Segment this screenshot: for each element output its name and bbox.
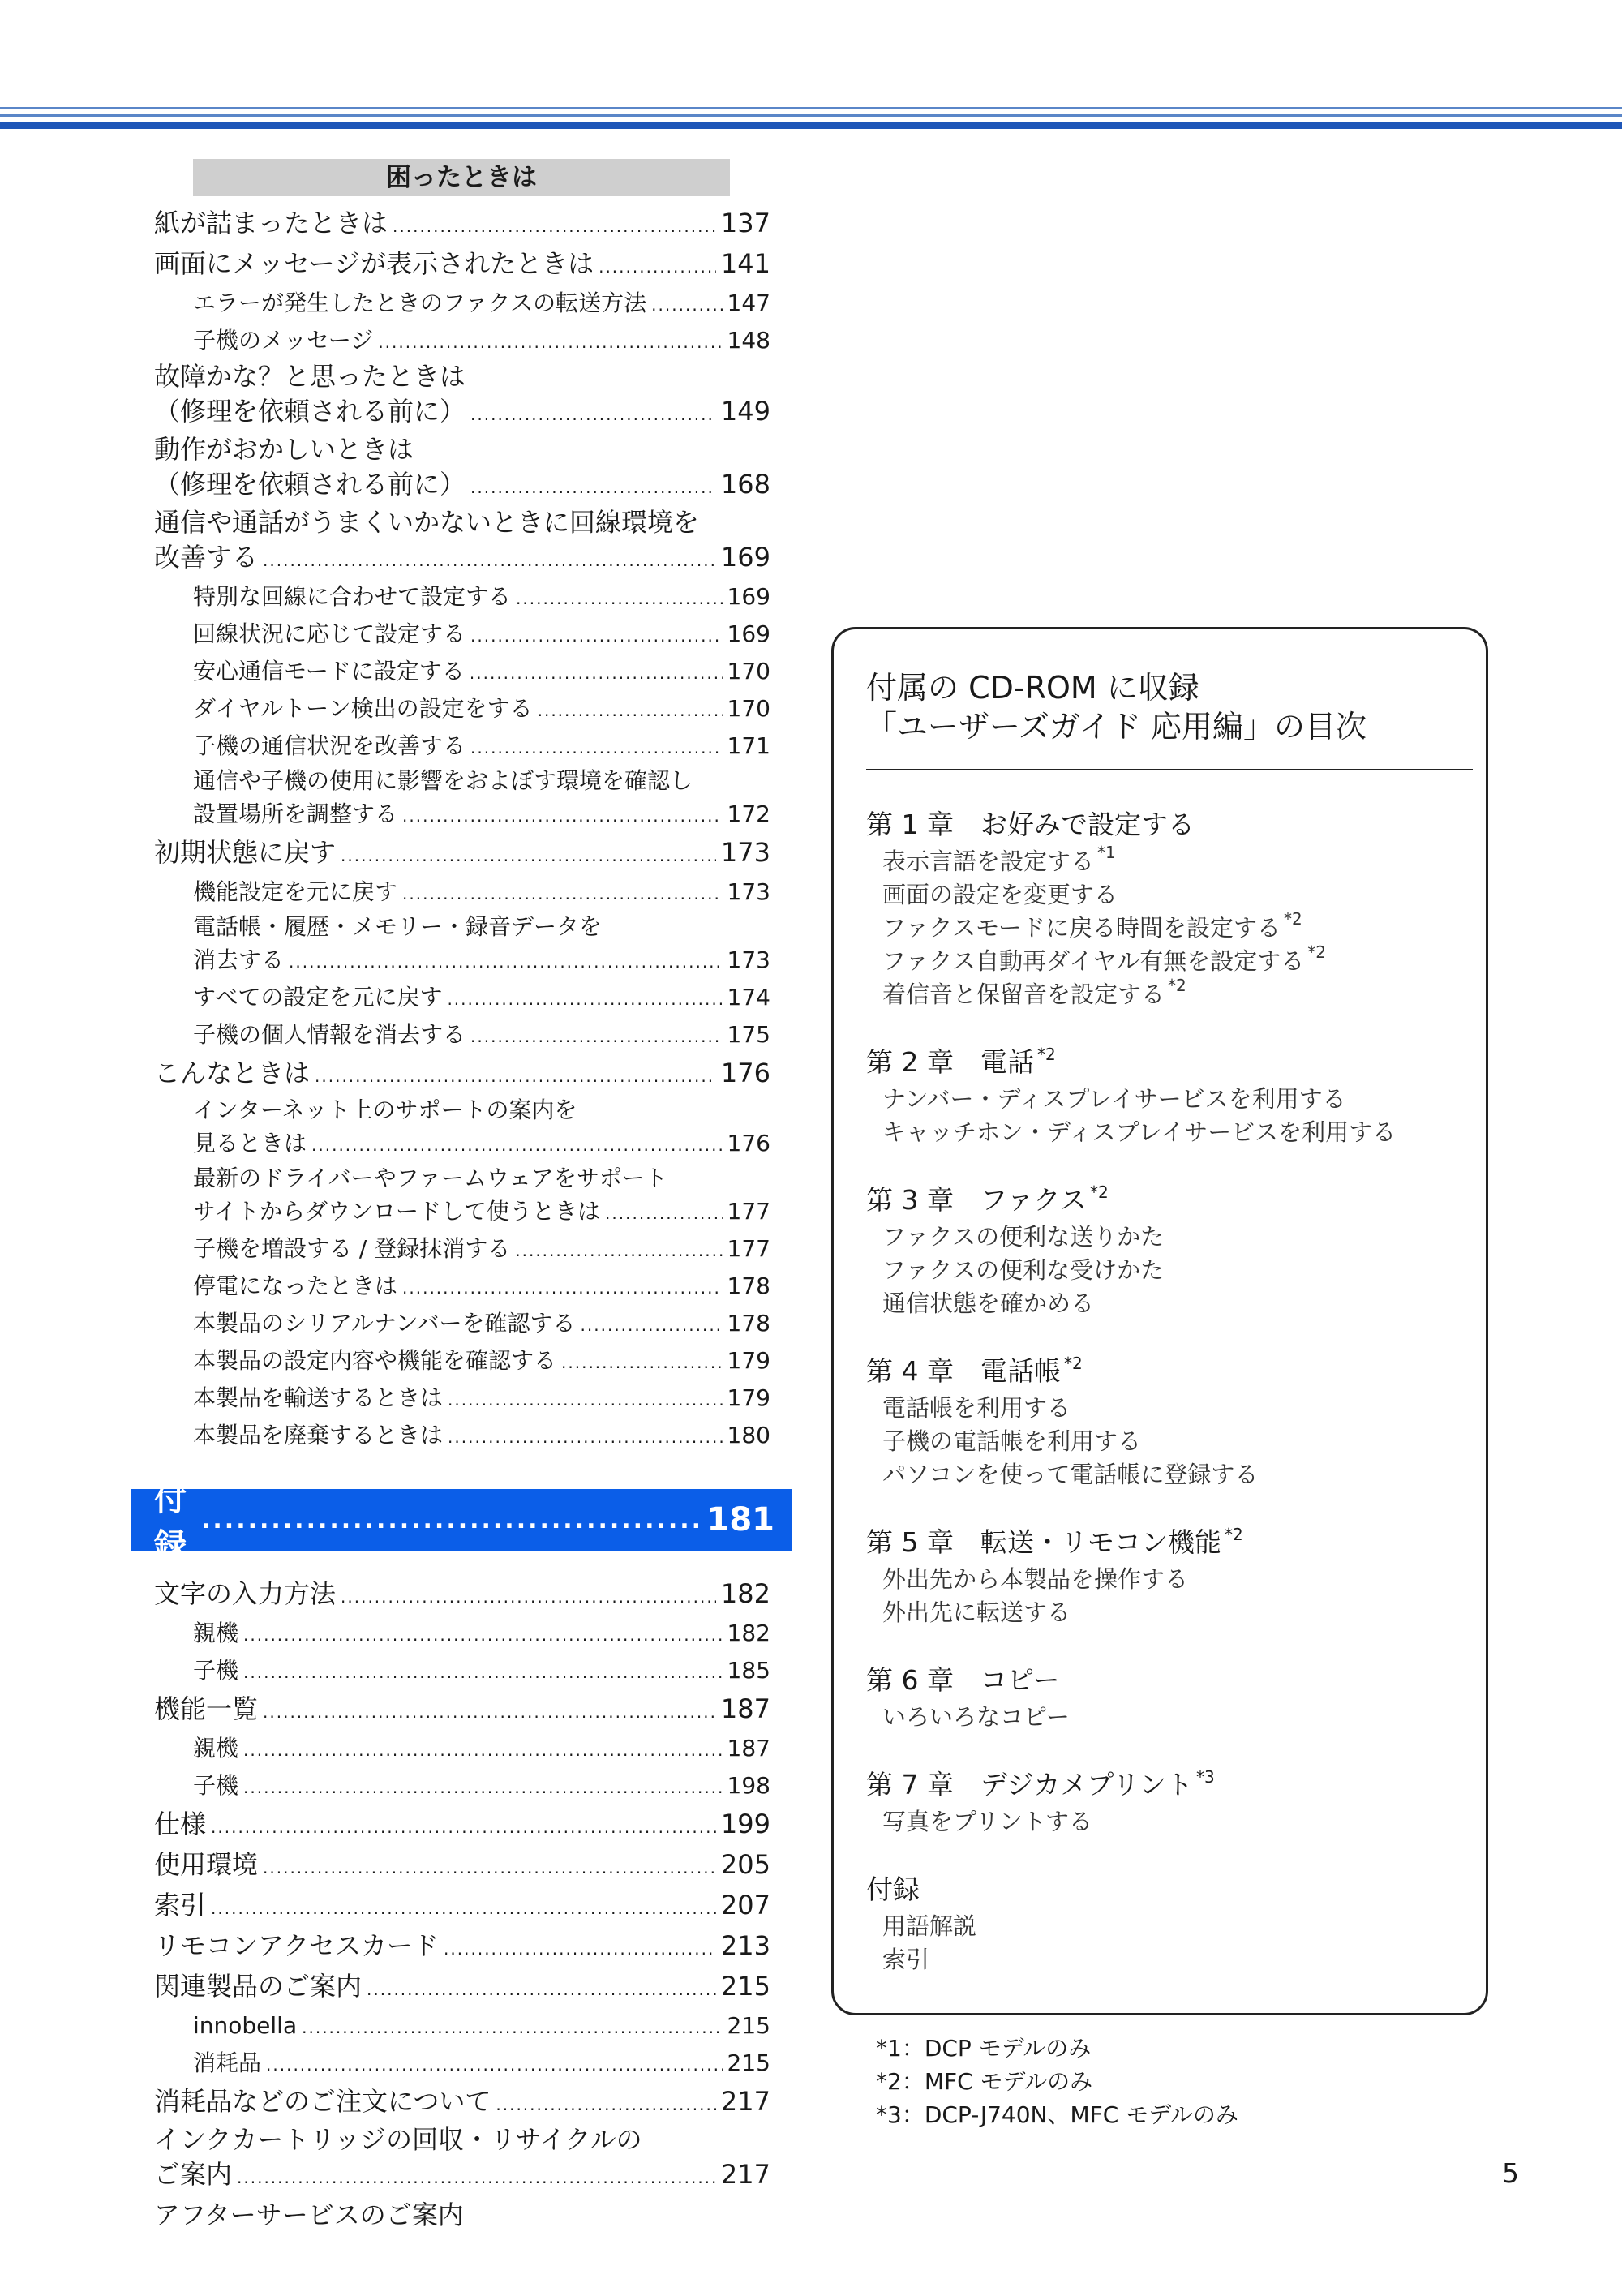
toc-entry-title: エラーが発生したときのファクスの転送方法 [193, 290, 647, 316]
toc-entry-page: 215 [720, 1971, 770, 2002]
chapter-item-text: キャッチホン・ディスプレイサービスを利用する [882, 1118, 1397, 1146]
toc-entry-page: 176 [727, 1130, 770, 1157]
toc-entry-lead: インクカートリッジの回収・リサイクルの [154, 2124, 642, 2155]
toc-entry-title: 本製品の設定内容や機能を確認する [193, 1347, 557, 1374]
chapter-item-text: いろいろなコピー [882, 1703, 1070, 1731]
chapter-heading[interactable] [866, 1042, 1474, 1083]
chapter-item[interactable] [866, 1943, 1474, 1976]
chapter-item-text: 通信状態を確かめる [882, 1290, 1095, 1317]
toc-entry-page: 207 [720, 1890, 770, 1920]
toc-entry-lead: 最新のドライバーやファームウェアをサポート [193, 1165, 667, 1191]
toc-entry-page: 176 [720, 1058, 770, 1088]
toc-entry[interactable] [154, 796, 770, 834]
chapter-item-text: 用語解説 [882, 1912, 977, 1940]
footnote-marker: *2 [1063, 1354, 1083, 1373]
toc-entry[interactable] [154, 466, 770, 506]
footnote-marker: *3 [1196, 1767, 1215, 1787]
chapter-item[interactable] [866, 1425, 1474, 1458]
toc-entry[interactable] [154, 728, 770, 766]
chapter-item[interactable] [866, 942, 1474, 978]
toc-entry-title: リモコンアクセスカード [154, 1930, 440, 1961]
chapter-item[interactable] [866, 1221, 1474, 1254]
toc-entry-lead: 動作がおかしいときは [154, 434, 414, 465]
leader-dots [341, 1578, 716, 1616]
toc-entry[interactable] [154, 204, 770, 245]
section-header-troubleshooting: 困ったときは [193, 159, 730, 196]
chapter-item-text: 外出先に転送する [882, 1599, 1071, 1626]
chapter-item[interactable] [866, 1116, 1474, 1149]
cd-rom-contents-box [831, 627, 1488, 2015]
toc-entry[interactable] [154, 834, 770, 874]
leader-dots [237, 2159, 716, 2196]
toc-entry[interactable] [154, 980, 770, 1017]
leader-dots [561, 1345, 723, 1380]
toc-entry-title: （修理を依頼される前に） [154, 469, 466, 500]
toc-entry-page: 175 [727, 1021, 770, 1048]
footnote-marker: *2 [1283, 909, 1302, 929]
chapter-item[interactable] [866, 1254, 1474, 1287]
toc-entry-title: 機能一覧 [154, 1693, 259, 1724]
leader-dots [470, 469, 716, 506]
toc-entry-title: 紙が詰まったときは [154, 208, 388, 238]
toc-entry-title: 子機 [193, 1772, 239, 1799]
chapter-item-text: 外出先から本製品を操作する [882, 1565, 1189, 1593]
header-rule-thin-1 [0, 107, 1622, 109]
toc-entry-title: 索引 [154, 1890, 207, 1920]
toc-entry-title: 改善する [154, 542, 259, 573]
toc-entry-page: 185 [727, 1657, 770, 1684]
chapter-item-text: 子機の電話帳を利用する [882, 1427, 1142, 1455]
toc-entry[interactable] [154, 691, 770, 728]
chapter-block [866, 805, 1474, 1011]
toc-entry-page: 179 [727, 1384, 770, 1411]
toc-entry[interactable] [154, 1653, 770, 1690]
toc-entry-page: 141 [720, 248, 770, 279]
leader-dots [538, 693, 723, 728]
toc-entry-title: 子機を増設する / 登録抹消する [193, 1235, 511, 1262]
header-rule-thick [0, 122, 1622, 129]
chapter-item[interactable] [866, 1805, 1474, 1839]
toc-entry-page: 215 [727, 2012, 770, 2039]
toc-entry-title: 初期状態に戻す [154, 837, 337, 868]
chapter-heading-text: 第 7 章 デジカメプリント [866, 1769, 1193, 1800]
appendix-title: 付 録 [154, 1481, 196, 1564]
toc-appendix-list [154, 1575, 770, 2234]
toc-entry-lead: 電話帳・履歴・メモリー・録音データを [193, 913, 603, 940]
toc-entry[interactable] [154, 245, 770, 285]
toc-entry[interactable] [154, 579, 770, 616]
toc-entry-title: 子機のメッセージ [193, 327, 374, 354]
toc-entry-page: 180 [727, 1422, 770, 1448]
toc-entry-page: 173 [727, 878, 770, 905]
toc-entry[interactable] [154, 1268, 770, 1306]
chapter-item-text: 写真をプリントする [882, 1808, 1092, 1835]
toc-entry-lead: 故障かな？と思ったときは [154, 361, 466, 392]
leader-dots [393, 208, 716, 245]
cd-box-divider [866, 769, 1473, 770]
leader-dots [341, 837, 716, 874]
chapter-heading[interactable] [866, 1765, 1474, 1805]
leader-dots [211, 1809, 716, 1846]
toc-entry-title: 特別な回線に合わせて設定する [193, 583, 512, 610]
toc-entry[interactable] [154, 1927, 770, 1968]
leader-dots [315, 1058, 716, 1095]
chapter-item-text: 表示言語を設定する [882, 848, 1095, 875]
toc-entry-title: 本製品のシリアルナンバーを確認する [193, 1310, 576, 1337]
toc-entry-page: 198 [727, 1772, 770, 1799]
toc-entry[interactable] [154, 323, 770, 360]
leader-dots [378, 325, 722, 360]
chapter-item-text: 電話帳を利用する [882, 1394, 1071, 1422]
chapter-item-text: ファクス自動再ダイヤル有無を設定する [882, 947, 1305, 975]
leader-dots [444, 1930, 716, 1968]
footnote: *3：DCP-J740N、MFC モデルのみ [876, 2101, 1238, 2128]
page-number: 5 [1502, 2157, 1519, 2189]
chapter-heading[interactable] [866, 1180, 1474, 1221]
toc-entry-title: 消耗品などのご注文について [154, 2086, 491, 2117]
toc-entry-title: 安心通信モードに設定する [193, 658, 465, 685]
toc-entry[interactable] [154, 1968, 770, 2008]
leader-dots [447, 982, 722, 1017]
chapter-heading[interactable] [866, 805, 1474, 845]
toc-entry-page: 182 [720, 1578, 770, 1609]
toc-entry-page: 205 [720, 1849, 770, 1880]
chapter-item-text: ナンバー・ディスプレイサービスを利用する [882, 1085, 1346, 1113]
toc-entry[interactable] [154, 1380, 770, 1418]
toc-entry[interactable] [154, 1690, 770, 1731]
footnote-marker: *2 [1168, 976, 1186, 995]
leader-dots [302, 2011, 722, 2045]
toc-entry-title: 関連製品のご案内 [154, 1971, 363, 2002]
footnote: *2：MFC モデルのみ [876, 2068, 1093, 2095]
toc-entry-title: すべての設定を元に戻す [193, 984, 443, 1011]
footnote: *1：DCP モデルのみ [876, 2035, 1092, 2062]
chapter-item-text: パソコンを使って電話帳に登録する [882, 1461, 1259, 1488]
toc-entry-title: 親機 [193, 1620, 239, 1646]
toc-entry-page: 169 [720, 542, 770, 573]
toc-entry-page: 172 [727, 800, 770, 827]
leader-dots [201, 1506, 702, 1534]
toc-entry-title: こんなときは [154, 1058, 311, 1088]
chapter-item[interactable] [866, 845, 1474, 878]
toc-entry-lead: 通信や通話がうまくいかないときに回線環境を [154, 507, 700, 538]
toc-entry-page: 199 [720, 1809, 770, 1839]
toc-entry[interactable] [154, 1343, 770, 1380]
toc-entry-page: 217 [720, 2086, 770, 2117]
toc-entry-page: 169 [727, 583, 770, 610]
footnote-marker: *1 [1097, 843, 1116, 862]
chapter-heading-text: 付録 [866, 1873, 920, 1905]
toc-entry-page: 187 [720, 1693, 770, 1724]
chapter-item[interactable] [866, 1083, 1474, 1116]
chapter-item-text: ファクスの便利な送りかた [882, 1223, 1165, 1251]
toc-entry-title: 使用環境 [154, 1849, 259, 1880]
toc-entry[interactable] [154, 1126, 770, 1163]
leader-dots [243, 1770, 723, 1805]
toc-entry-title: 設置場所を調整する [193, 800, 398, 827]
toc-entry[interactable] [154, 285, 770, 323]
toc-entry[interactable] [154, 1194, 770, 1231]
toc-entry-page: 215 [727, 2049, 770, 2076]
toc-entry-page: 171 [727, 732, 770, 759]
toc-entry-title: アフターサービスのご案内 [154, 2199, 464, 2230]
toc-entry-title: 停電になったときは [193, 1272, 398, 1299]
leader-dots [243, 1655, 723, 1690]
footnote-marker: *2 [1090, 1182, 1109, 1202]
leader-dots [266, 2048, 723, 2083]
chapter-block [866, 1522, 1474, 1629]
leader-dots [470, 619, 723, 654]
toc-entry-page: 217 [720, 2159, 770, 2190]
toc-entry-page: 170 [727, 695, 770, 722]
leader-dots [289, 945, 723, 980]
leader-dots [496, 2086, 716, 2123]
toc-entry-title: innobella [193, 2012, 298, 2039]
toc-entry-page: 148 [727, 327, 770, 354]
header-rule-thin-2 [0, 114, 1622, 117]
leader-dots [402, 877, 723, 912]
toc-entry-page: 178 [727, 1272, 770, 1299]
chapter-heading-text: 第 1 章 お好みで設定する [866, 809, 1195, 840]
toc-entry-title: 仕様 [154, 1809, 207, 1839]
toc-entry-title: 文字の入力方法 [154, 1578, 337, 1609]
toc-entry-page: 137 [720, 208, 770, 238]
chapter-item[interactable] [866, 978, 1474, 1011]
leader-dots [263, 1849, 716, 1886]
toc-entry-title: 画面にメッセージが表示されたときは [154, 248, 594, 279]
toc-entry[interactable] [154, 2045, 770, 2083]
chapter-item[interactable] [866, 909, 1474, 945]
toc-entry-title: ダイヤルトーン検出の設定をする [193, 695, 533, 722]
leader-dots [515, 1234, 722, 1268]
chapter-heading-text: 第 6 章 コピー [866, 1664, 1060, 1696]
chapter-item[interactable] [866, 1392, 1474, 1425]
toc-entry[interactable] [154, 2008, 770, 2045]
chapter-block [866, 1351, 1474, 1491]
toc-entry-title: 子機 [193, 1657, 239, 1684]
leader-dots [263, 542, 716, 579]
toc-entry-page: 182 [727, 1620, 770, 1646]
toc-entry-title: 消耗品 [193, 2049, 262, 2076]
chapter-block [866, 1042, 1474, 1149]
toc-entry-title: 回線状況に応じて設定する [193, 620, 466, 647]
cd-box-title-line1: 付属の CD-ROM に収録 [866, 670, 1199, 706]
chapter-item-text: 着信音と保留音を設定する [882, 981, 1165, 1008]
toc-entry[interactable] [154, 1054, 770, 1095]
chapter-item-text: 索引 [882, 1946, 930, 1973]
footnote-marker: *2 [1307, 942, 1326, 962]
toc-entry[interactable] [154, 1846, 770, 1886]
toc-entry[interactable] [154, 1731, 770, 1768]
toc-entry-page: 174 [727, 984, 770, 1011]
chapter-heading[interactable] [866, 1660, 1474, 1701]
toc-entry-lead: 通信や子機の使用に影響をおよぼす環境を確認し [193, 767, 693, 794]
toc-entry-lead: インターネット上のサポートの案内を [193, 1097, 577, 1123]
chapter-item-text: ファクスモードに戻る時間を設定する [882, 914, 1281, 942]
toc-entry[interactable] [154, 2196, 770, 2234]
leader-dots [599, 248, 716, 285]
chapter-item-text: 画面の設定を変更する [882, 881, 1118, 908]
leader-dots [402, 1271, 723, 1306]
chapter-item[interactable] [866, 1910, 1474, 1943]
chapter-heading[interactable] [866, 1522, 1474, 1563]
leader-dots [243, 1618, 723, 1653]
toc-left-column [154, 159, 775, 2234]
toc-entry-page: 173 [727, 946, 770, 973]
leader-dots [651, 288, 722, 323]
leader-dots [448, 1420, 723, 1455]
appendix-chapter-bar[interactable] [131, 1481, 792, 1564]
toc-entry[interactable] [154, 1231, 770, 1268]
leader-dots [516, 582, 723, 616]
leader-dots [470, 396, 716, 433]
toc-entry[interactable] [154, 1616, 770, 1653]
toc-entry[interactable] [154, 1418, 770, 1455]
footnote-marker: *2 [1036, 1045, 1056, 1064]
toc-entry-page: 179 [727, 1347, 770, 1374]
leader-dots [402, 799, 723, 834]
chapter-block [866, 1765, 1474, 1839]
appendix-page: 181 [706, 1501, 775, 1539]
leader-dots [605, 1196, 723, 1231]
leader-dots [470, 656, 723, 691]
toc-entry-title: 親機 [193, 1735, 239, 1762]
chapter-item[interactable] [866, 1596, 1474, 1629]
chapter-block [866, 1180, 1474, 1320]
leader-dots [311, 1128, 723, 1163]
chapter-item[interactable] [866, 1458, 1474, 1491]
toc-entry[interactable] [154, 1768, 770, 1805]
toc-entry[interactable] [154, 942, 770, 980]
leader-dots [448, 1383, 723, 1418]
chapter-item[interactable] [866, 1701, 1474, 1734]
leader-dots [243, 1733, 723, 1768]
toc-entry[interactable] [154, 654, 770, 691]
chapter-item[interactable] [866, 878, 1474, 912]
toc-entry[interactable] [154, 1306, 770, 1343]
chapter-heading-text: 第 5 章 転送・リモコン機能 [866, 1526, 1221, 1558]
chapter-heading-text: 第 3 章 ファクス [866, 1184, 1087, 1216]
footnote-marker: *2 [1224, 1525, 1243, 1544]
leader-dots [470, 1019, 723, 1054]
chapter-heading[interactable] [866, 1869, 1474, 1910]
toc-entry-title: サイトからダウンロードして使うときは [193, 1198, 601, 1225]
toc-entry-page: 177 [727, 1198, 770, 1225]
toc-entry-title: 本製品を廃棄するときは [193, 1422, 444, 1448]
toc-entry-title: 消去する [193, 946, 285, 973]
leader-dots [581, 1308, 723, 1343]
toc-entry[interactable] [154, 1886, 770, 1927]
toc-entry-title: 子機の通信状況を改善する [193, 732, 466, 759]
toc-entry-title: 機能設定を元に戻す [193, 878, 398, 905]
toc-entry-page: 177 [727, 1235, 770, 1262]
toc-entry-page: 187 [727, 1735, 770, 1762]
toc-troubleshooting-list [154, 204, 770, 1455]
toc-entry-title: ご案内 [154, 2159, 233, 2190]
chapter-block [866, 1869, 1474, 1976]
toc-entry[interactable] [154, 2083, 770, 2123]
chapter-heading-text: 第 2 章 電話 [866, 1046, 1034, 1078]
toc-entry-page: 170 [727, 658, 770, 685]
toc-entry[interactable] [154, 616, 770, 654]
leader-dots [367, 1971, 716, 2008]
chapter-heading[interactable] [866, 1351, 1474, 1392]
toc-entry[interactable] [154, 1805, 770, 1846]
toc-entry-page: 173 [720, 837, 770, 868]
chapter-item[interactable] [866, 1563, 1474, 1596]
toc-entry[interactable] [154, 2156, 770, 2196]
leader-dots [211, 1890, 716, 1927]
toc-entry[interactable] [154, 539, 770, 579]
chapter-block [866, 1660, 1474, 1734]
toc-entry-page: 147 [727, 290, 770, 316]
toc-entry-title: （修理を依頼される前に） [154, 396, 466, 427]
toc-entry-page: 169 [727, 620, 770, 647]
leader-dots [470, 731, 723, 766]
toc-entry-page: 149 [720, 396, 770, 427]
toc-entry-page: 213 [720, 1930, 770, 1961]
toc-entry-page: 178 [727, 1310, 770, 1337]
toc-entry-title: 子機の個人情報を消去する [193, 1021, 466, 1048]
chapter-item[interactable] [866, 1287, 1474, 1320]
toc-entry-title: 本製品を輸送するときは [193, 1384, 444, 1411]
footnotes [876, 2032, 1238, 2131]
cd-box-title-line2: 「ユーザーズガイド 応用編」の目次 [866, 709, 1367, 745]
toc-entry[interactable] [154, 1017, 770, 1054]
toc-entry[interactable] [154, 1575, 770, 1616]
toc-entry[interactable] [154, 393, 770, 433]
toc-entry-page: 168 [720, 469, 770, 500]
chapter-list [866, 805, 1474, 1976]
chapter-heading-text: 第 4 章 電話帳 [866, 1355, 1061, 1387]
chapter-item-text: ファクスの便利な受けかた [882, 1256, 1165, 1284]
leader-dots [263, 1693, 716, 1731]
toc-entry-title: 見るときは [193, 1130, 307, 1157]
toc-entry[interactable] [154, 874, 770, 912]
